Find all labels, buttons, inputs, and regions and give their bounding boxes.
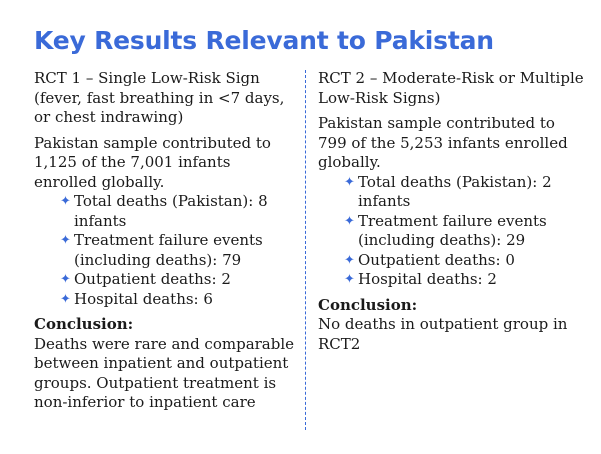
list-item: ✦ Total deaths (Pakistan): 8 infants (60, 192, 268, 230)
star-icon: ✦ (344, 213, 355, 229)
rct1-conclusion-text: Deaths were rare and comparable between inpatient and outpatient groups. Outpatient treatment is non-inferior to inpatient care (34, 334, 295, 411)
list-item: ✦ Hospital deaths: 2 (344, 270, 497, 288)
rct2-conclusion-text: No deaths in outpatient group in RCT2 (318, 315, 568, 353)
list-item: ✦ Outpatient deaths: 2 (60, 270, 231, 288)
rct2-conclusion-label: Conclusion: (318, 295, 418, 314)
list-item: ✦ Treatment failure events (including deaths): 79 (60, 231, 263, 269)
rct1-sample-text: Pakistan sample contributed to 1,125 of the 7,001 infants enrolled globally. (34, 133, 271, 191)
star-icon: ✦ (344, 272, 355, 287)
star-icon: ✦ (60, 194, 71, 209)
rct1-column (34, 69, 296, 413)
page-title: Key Results Relevant to Pakistan (34, 26, 494, 55)
rct2-heading: RCT 2 – Moderate-Risk or Multiple Low-Risk Signs) (318, 69, 584, 107)
list-item: ✦ Outpatient deaths: 0 (344, 250, 515, 269)
rct2-column (318, 69, 588, 354)
rct2-bullet-list (318, 173, 588, 290)
list-item: ✦ Treatment failure events (including deaths): 29 (344, 211, 547, 249)
rct1-conclusion-label: Conclusion: (34, 315, 134, 333)
rct1-bullet-list (34, 192, 296, 309)
rct2-sample-text: Pakistan sample contributed to 799 of the 5,253 infants enrolled globally. (318, 114, 568, 171)
column-divider (305, 70, 306, 430)
star-icon: ✦ (60, 272, 71, 287)
list-item: ✦ Hospital deaths: 6 (60, 289, 213, 308)
star-icon: ✦ (344, 252, 355, 268)
star-icon: ✦ (60, 291, 71, 307)
rct1-heading: RCT 1 – Single Low-Risk Sign (fever, fast breathing in <7 days, or chest indrawing) (34, 69, 285, 126)
star-icon: ✦ (344, 174, 355, 190)
star-icon: ✦ (60, 233, 71, 248)
list-item: ✦ Total deaths (Pakistan): 2 infants (344, 172, 552, 210)
